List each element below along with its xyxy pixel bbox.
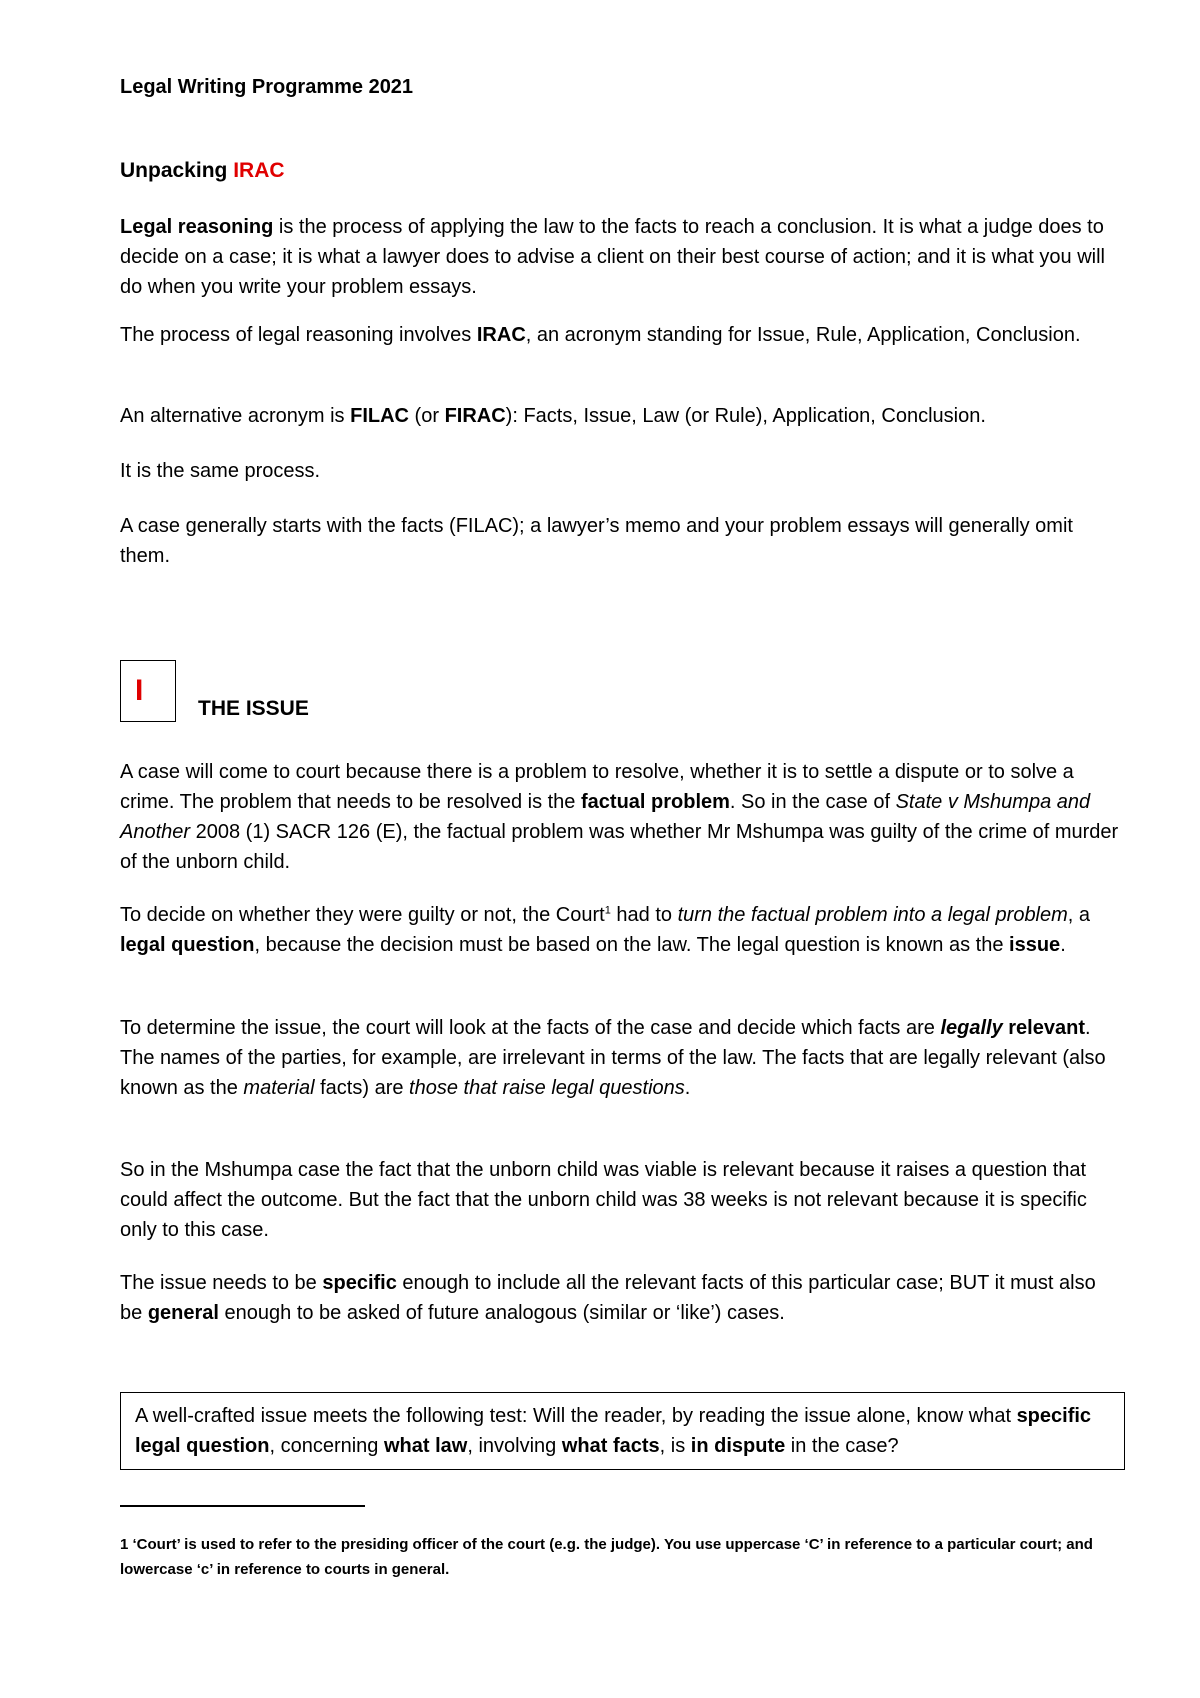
text-run: IRAC	[476, 324, 526, 346]
text-run: Legal reasoning	[120, 216, 274, 238]
text-run: . So in the case of	[729, 791, 896, 813]
text-run: 1 ‘Court’ is used to refer to the presiding officer of the court (e.g. the judge). You use uppercase ‘C’ in reference to a particular court; and lowercase ‘c’ in reference to courts in general.	[120, 1536, 1093, 1578]
text-run: material	[243, 1077, 315, 1099]
text-run: The process of legal reasoning involves	[120, 324, 477, 346]
text-run: specific	[322, 1272, 397, 1294]
section-heading: THE ISSUE	[198, 697, 309, 720]
text-run: , involving	[467, 1435, 562, 1457]
page-title	[120, 156, 285, 186]
text-run: legal question	[120, 934, 255, 956]
text-run: is the process of applying the law to the facts to reach a conclusion. It is what a judge does to decide on a case; it is what a lawyer does to advise a client on their best course of action; and it is what you will do when you write your problem essays.	[120, 216, 1105, 298]
text-run: , because the decision must be based on the law. The legal question is known as the	[254, 934, 1010, 956]
intro-paragraph-1	[120, 212, 1120, 302]
text-run: 2008 (1) SACR 126 (E), the factual problem was whether Mr Mshumpa was guilty of the crime of murder of the unborn child.	[120, 821, 1119, 873]
intro-paragraph-2	[120, 320, 1120, 350]
body-paragraph-4	[120, 1155, 1120, 1245]
intro-paragraph-5	[120, 511, 1120, 571]
text-run: in dispute	[690, 1435, 786, 1457]
text-run: (or	[409, 405, 445, 427]
text-run: enough to include all the relevant facts of this particular case; BUT it must also be	[120, 1272, 1096, 1324]
text-run: factual problem	[581, 791, 730, 813]
text-run: To determine the issue, the court will look at the facts of the case and decide which facts are	[120, 1017, 941, 1039]
text-run: turn the factual problem into a legal problem	[677, 904, 1068, 926]
text-run: specific legal question	[135, 1405, 1092, 1457]
text-run: It is the same process.	[120, 460, 321, 482]
text-run: enough to be asked of future analogous (similar or ‘like’) cases.	[218, 1302, 785, 1324]
text-run: . The names of the parties, for example, are irrelevant in terms of the law. The facts that are legally relevant (also known as the	[120, 1017, 1106, 1099]
text-run: A case generally starts with the facts (FILAC); a lawyer’s memo and your problem essays will generally omit them.	[120, 515, 1073, 567]
text-run: FIRAC	[444, 405, 506, 427]
text-run: State v Mshumpa and Another	[120, 791, 1091, 843]
text-run: 1	[604, 904, 611, 917]
text-run: A well-crafted issue meets the following test: Will the reader, by reading the issue alone, know what	[135, 1405, 1017, 1427]
text-run: , an acronym standing for Issue, Rule, Application, Conclusion.	[525, 324, 1081, 346]
text-run: , a	[1067, 904, 1091, 926]
body-paragraph-3	[120, 1013, 1120, 1103]
document-header: Legal Writing Programme 2021	[120, 76, 414, 98]
intro-paragraph-3	[120, 401, 1120, 431]
text-run: legally	[940, 1017, 1003, 1039]
text-run: relevant	[1002, 1017, 1085, 1039]
footnote	[120, 1532, 1120, 1582]
text-run: issue	[1009, 934, 1061, 956]
text-run: in the case?	[785, 1435, 899, 1457]
text-run: To decide on whether they were guilty or not, the Court	[120, 904, 605, 926]
text-run: what law	[383, 1435, 468, 1457]
text-run: A case will come to court because there is a problem to resolve, whether it is to settle a dispute or to solve a crime. The problem that needs to be resolved is the	[120, 761, 1074, 813]
text-run: The issue needs to be	[120, 1272, 323, 1294]
footnote-separator	[120, 1505, 365, 1507]
section-letter-box: I	[120, 660, 176, 722]
body-paragraph-1	[120, 757, 1120, 877]
text-run: FILAC	[350, 405, 409, 427]
text-run: what facts	[561, 1435, 660, 1457]
body-paragraph-2	[120, 900, 1120, 960]
text-run: .	[684, 1077, 691, 1099]
text-run: An alternative acronym is	[120, 405, 351, 427]
text-run: facts) are	[314, 1077, 410, 1099]
text-run: ): Facts, Issue, Law (or Rule), Application, Conclusion.	[505, 405, 986, 427]
text-run: , is	[659, 1435, 691, 1457]
title-accent: IRAC	[233, 159, 285, 182]
text-run: those that raise legal questions	[409, 1077, 685, 1099]
body-paragraph-5	[120, 1268, 1120, 1328]
title-prefix: Unpacking	[120, 159, 234, 182]
text-run: .	[1060, 934, 1066, 956]
text-run: general	[147, 1302, 219, 1324]
text-run: had to	[610, 904, 678, 926]
text-run: , concerning	[269, 1435, 384, 1457]
text-run: So in the Mshumpa case the fact that the unborn child was viable is relevant because it raises a question that could affect the outcome. But the fact that the unborn child was 38 weeks is not relevant because it is specific only to this case.	[120, 1159, 1087, 1241]
issue-test-callout	[120, 1392, 1125, 1470]
intro-paragraph-4	[120, 456, 1120, 486]
